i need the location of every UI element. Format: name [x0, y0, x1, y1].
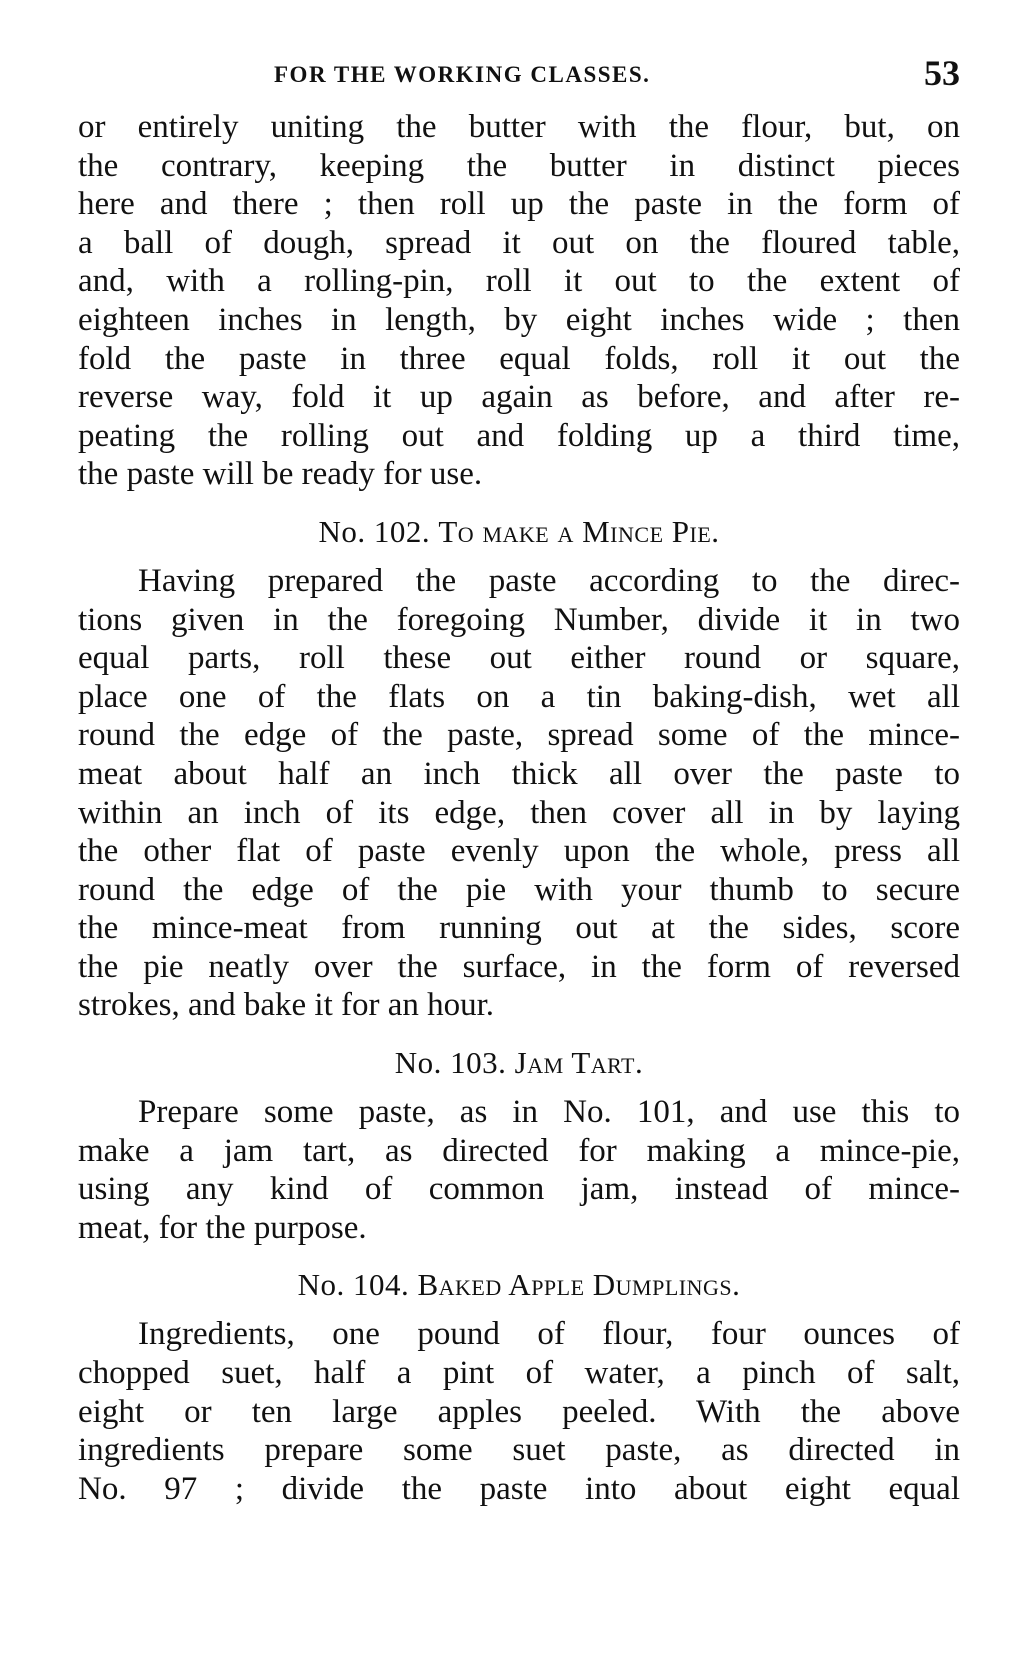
- continuation-paragraph: [78, 108, 960, 494]
- text-line: here and there ; then roll up the paste in the form of: [78, 186, 960, 223]
- text-line: a ball of dough, spread it out on the floured table,: [78, 224, 960, 261]
- recipe-title: Baked Apple Dumplings.: [417, 1267, 741, 1303]
- recipe-heading-102: [78, 512, 960, 552]
- text-line: make a jam tart, as directed for making a mince-pie,: [78, 1132, 960, 1169]
- text-line: meat, for the purpose.: [78, 1209, 367, 1246]
- text-line: reverse way, fold it up again as before, and after re-: [78, 379, 960, 416]
- text-line: the pie neatly over the surface, in the form of reversed: [78, 948, 960, 985]
- text-line: strokes, and bake it for an hour.: [78, 987, 495, 1024]
- text-line: peating the rolling out and folding up a third time,: [78, 417, 960, 454]
- text-line: Having prepared the paste according to the direc-: [138, 562, 960, 599]
- text-line: meat about half an inch thick all over the paste to: [78, 755, 960, 792]
- text-line: place one of the flats on a tin baking-dish, wet all: [78, 678, 960, 715]
- recipe-paragraph-102: [78, 562, 960, 1025]
- recipe-heading-103: [78, 1043, 960, 1083]
- recipe-number: No. 102.: [318, 513, 431, 549]
- recipe-number: No. 104.: [297, 1267, 410, 1303]
- page-number: 53: [924, 53, 960, 93]
- recipe-heading-104: [78, 1265, 960, 1305]
- text-line: the mince-meat from running out at the sides, score: [78, 910, 960, 947]
- running-header: [78, 52, 960, 108]
- text-line: round the edge of the pie with your thumb to secure: [78, 871, 960, 908]
- text-line: eighteen inches in length, by eight inches wide ; then: [78, 301, 960, 338]
- text-line: fold the paste in three equal folds, roll it out the: [78, 340, 960, 377]
- text-line: tions given in the foregoing Number, divide it in two: [78, 601, 960, 638]
- text-line: or entirely uniting the butter with the flour, but, on: [78, 109, 960, 145]
- recipe-number: No. 103.: [394, 1045, 507, 1081]
- text-line: No. 97 ; divide the paste into about eight equal: [78, 1470, 960, 1507]
- text-line: and, with a rolling-pin, roll it out to the extent of: [78, 263, 960, 300]
- text-line: the paste will be ready for use.: [78, 456, 483, 493]
- text-line: equal parts, roll these out either round or square,: [78, 640, 960, 677]
- text-line: chopped suet, half a pint of water, a pinch of salt,: [78, 1355, 960, 1392]
- text-line: using any kind of common jam, instead of mince-: [78, 1171, 960, 1208]
- recipe-paragraph-104: [78, 1315, 960, 1508]
- text-line: eight or ten large apples peeled. With the above: [78, 1393, 960, 1430]
- book-page: [78, 52, 960, 1508]
- text-line: round the edge of the paste, spread some of the mince-: [78, 717, 960, 754]
- recipe-title: Jam Tart.: [514, 1045, 644, 1081]
- text-line: ingredients prepare some suet paste, as directed in: [78, 1432, 960, 1469]
- text-line: within an inch of its edge, then cover all in by laying: [78, 794, 960, 831]
- text-line: the contrary, keeping the butter in distinct pieces: [78, 147, 960, 184]
- recipe-paragraph-103: [78, 1093, 960, 1247]
- text-line: Ingredients, one pound of flour, four ounces of: [138, 1316, 960, 1353]
- text-line: the other flat of paste evenly upon the whole, press all: [78, 833, 960, 870]
- running-title: FOR THE WORKING CLASSES.: [274, 62, 651, 87]
- text-line: Prepare some paste, as in No. 101, and use this to: [138, 1094, 960, 1131]
- recipe-title: To make a Mince Pie.: [438, 513, 720, 549]
